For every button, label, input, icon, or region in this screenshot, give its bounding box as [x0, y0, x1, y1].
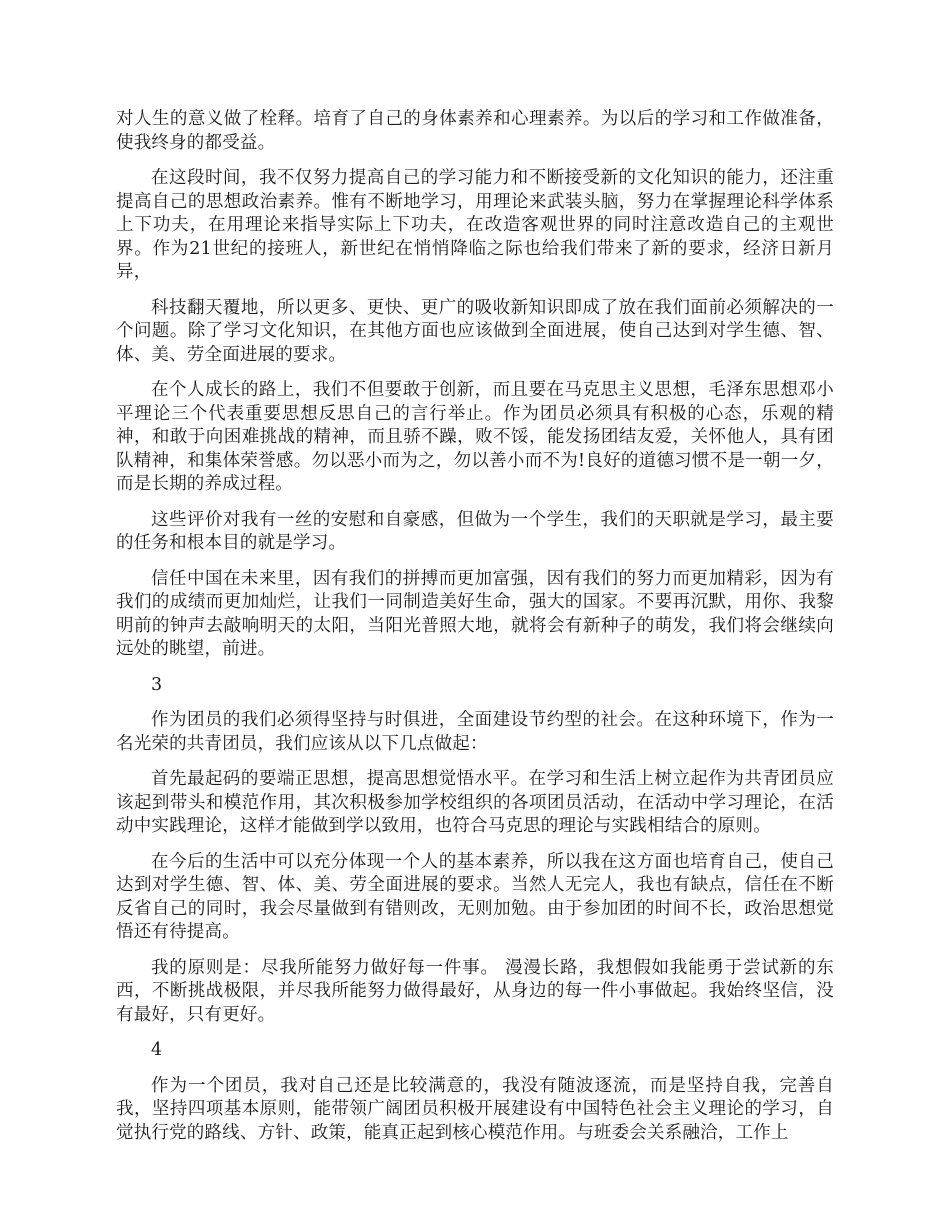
paragraph: 在这段时间，我不仅努力提高自己的学习能力和不断接受新的文化知识的能力，还注重提高自己的思想政治素养。惟有不断地学习，用理论来武装头脑，努力在掌握理论科学体系上下功夫，在用理论来指导实际上下功夫，在改造客观世界的同时注意改造自己的主观世界。作为21世纪的接班人，新世纪在悄悄降临之际也给我们带来了新的要求，经济日新月异， [116, 168, 834, 282]
section-number: 4 [151, 1040, 163, 1060]
paragraph: 在个人成长的路上，我们不但要敢于创新，而且要在马克思主义思想，毛泽东思想邓小平理论三个代表重要思想反思自己的言行举止。作为团员必须具有积极的心态，乐观的精神，和敢于向困难挑战的精神，而且骄不躁，败不馁，能发扬团结友爱，关怀他人，具有团队精神，和集体荣誉感。勿以恶小而为之，勿以善小而不为!良好的道德习惯不是一朝一夕，而是长期的养成过程。 [116, 380, 834, 494]
paragraph: 作为团员的我们必须得坚持与时俱进，全面建设节约型的社会。在这种环境下，作为一名光荣的共青团员，我们应该从以下几点做起： [116, 710, 834, 754]
paragraph-continued: 对人生的意义做了栓释。培育了自己的身体素养和心理素养。为以后的学习和工作做准备，使我终身的都受益。 [116, 109, 834, 153]
paragraph: 作为一个团员，我对自己还是比较满意的，我没有随波逐流，而是坚持自我，完善自我，坚持四项基本原则，能带领广阔团员积极开展建设有中国特色社会主义理论的学习，自觉执行党的路线、方针、政策，能真正起到核心模范作用。与班委会关系融洽，工作上 [116, 1075, 834, 1143]
paragraph: 我的原则是：尽我所能努力做好每一件事。 漫漫长路，我想假如我能勇于尝试新的东西，不断挑战极限，并尽我所能努力做得最好，从身边的每一件小事做起。我始终坚信，没有最好，只有更好。 [116, 957, 834, 1025]
paragraph: 这些评价对我有一丝的安慰和自豪感，但做为一个学生，我们的天职就是学习，最主要的任务和根本目的就是学习。 [116, 509, 834, 553]
paragraph: 首先最起码的要端正思想，提高思想觉悟水平。在学习和生活上树立起作为共青团员应该起到带头和模范作用，其次积极参加学校组织的各项团员活动，在活动中学习理论，在活动中实践理论，这样才能做到学以致用，也符合马克思的理论与实践相结合的原则。 [116, 769, 834, 836]
paragraph: 科技翻天覆地，所以更多、更快、更广的吸收新知识即成了放在我们面前必须解决的一个问题。除了学习文化知识，在其他方面也应该做到全面进展，使自己达到对学生德、智、体、美、劳全面进展的要求。 [116, 297, 834, 365]
paragraph: 信任中国在未来里，因有我们的拼搏而更加富强，因有我们的努力而更加精彩，因为有我们的成绩而更加灿烂，让我们一同制造美好生命，强大的国家。不要再沉默，用你、我黎明前的钟声去敲响明天的太阳，当阳光普照大地，就将会有新种子的萌发，我们将会继续向远处的眺望，前进。 [116, 568, 834, 659]
section-number: 3 [151, 674, 163, 695]
document-page [116, 108, 834, 1157]
paragraph: 在今后的生活中可以充分体现一个人的基本素养，所以我在这方面也培育自己，使自己达到对学生德、智、体、美、劳全面进展的要求。当然人无完人，我也有缺点，信任在不断反省自己的同时，我会尽量做到有错则改，无则加勉。由于参加团的时间不长，政治思想觉悟还有待提高。 [116, 851, 834, 942]
